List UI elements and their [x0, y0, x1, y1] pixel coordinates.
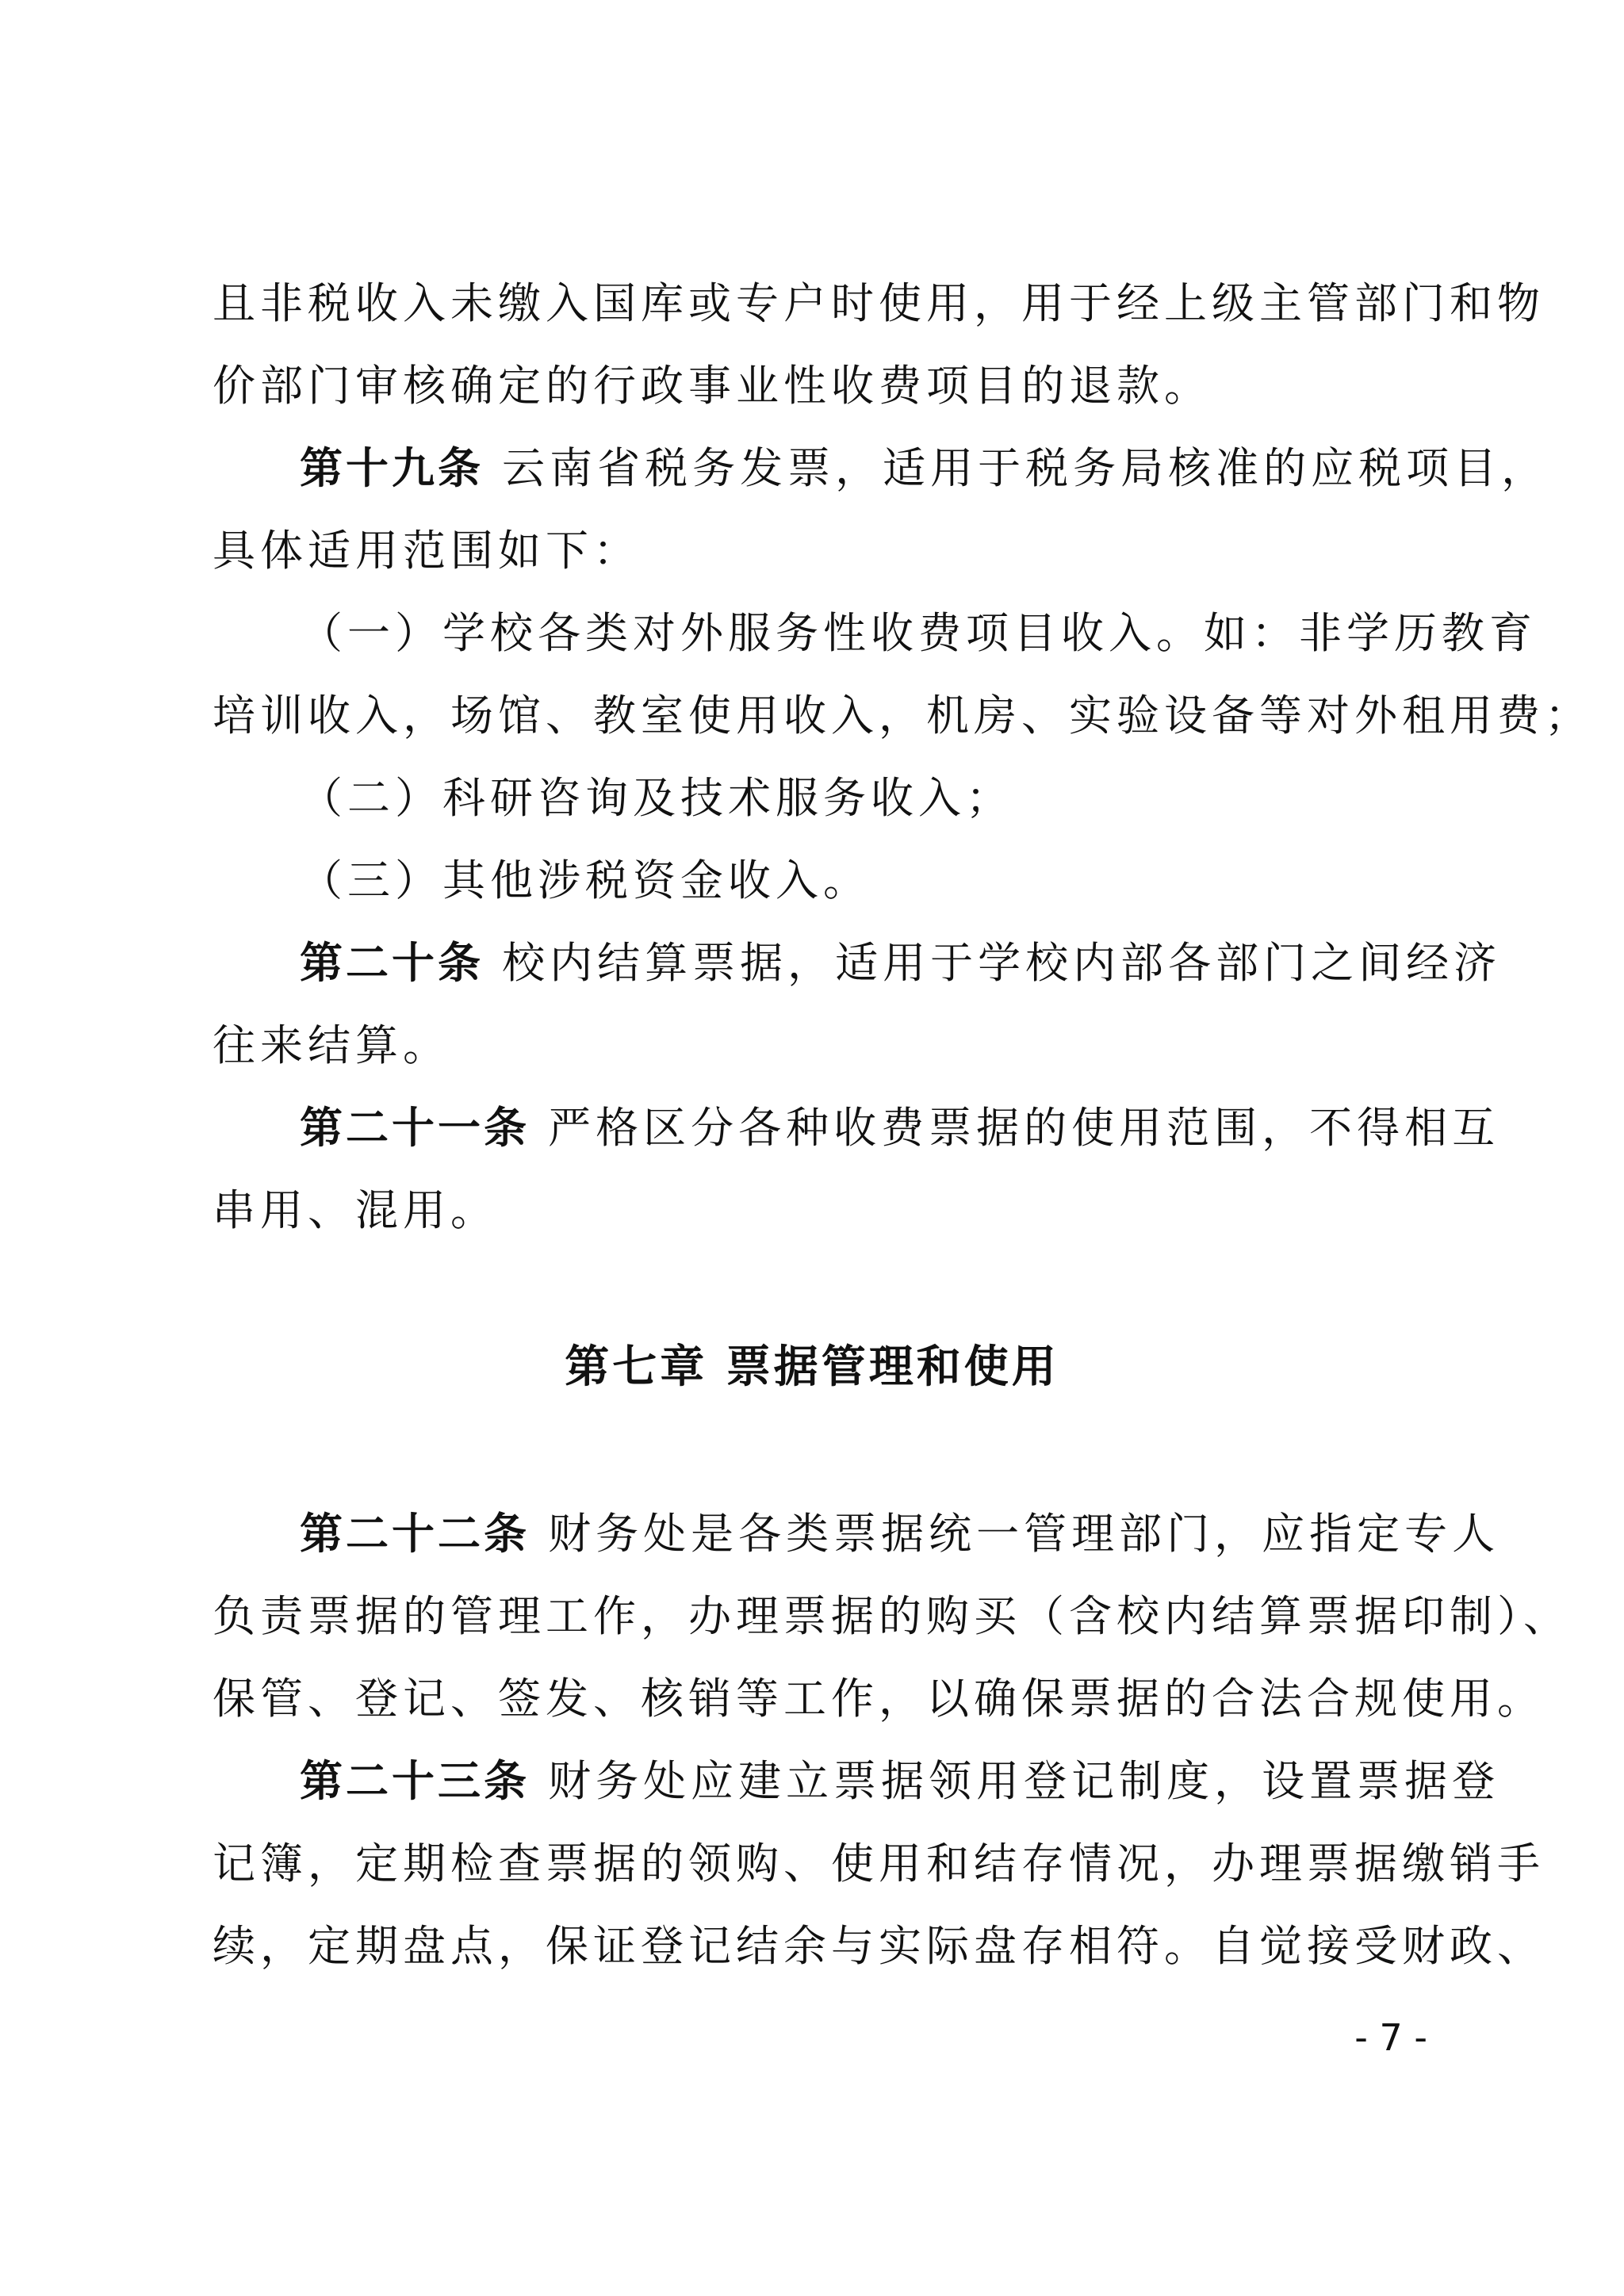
- paragraph-line: 续，定期盘点，保证登记结余与实际盘存相符。自觉接受财政、: [213, 1921, 1545, 1971]
- paragraph-line: 负责票据的管理工作，办理票据的购买（含校内结算票据印制）、: [213, 1591, 1571, 1641]
- article-20: [300, 936, 1502, 991]
- article-23: [300, 1754, 1500, 1809]
- article-text: 严格区分各种收费票据的使用范围，不得相互: [548, 1103, 1500, 1153]
- paragraph-line: 培训收入，场馆、教室使用收入，机房、实验设备等对外租用费；: [213, 691, 1592, 740]
- list-item: （三）其他涉税资金收入。: [300, 855, 871, 905]
- page-number: - 7 -: [1354, 2016, 1427, 2059]
- article-text: 校内结算票据，适用于学校内部各部门之间经济: [502, 938, 1502, 988]
- paragraph-line: 保管、登记、签发、核销等工作，以确保票据的合法合规使用。: [213, 1674, 1545, 1724]
- list-item: （一）学校各类对外服务性收费项目收入。如：非学历教育: [300, 608, 1537, 658]
- paragraph-line: 记簿，定期检查票据的领购、使用和结存情况，办理票据缴销手: [213, 1839, 1545, 1888]
- paragraph-line: 具体适用范围如下：: [213, 526, 641, 576]
- list-item: （二）科研咨询及技术服务收入；: [300, 773, 1013, 823]
- article-title: 第十九条: [300, 443, 484, 493]
- article-19: [300, 441, 1549, 496]
- article-22: [300, 1506, 1500, 1562]
- chapter-heading: 第七章 票据管理和使用: [565, 1341, 1059, 1393]
- article-title: 第二十二条: [300, 1509, 530, 1559]
- paragraph-line: 串用、混用。: [213, 1185, 498, 1235]
- article-title: 第二十条: [300, 938, 484, 988]
- paragraph-line: 价部门审核确定的行政事业性收费项目的退款。: [213, 361, 1212, 411]
- paragraph-line: 往来结算。: [213, 1020, 450, 1070]
- article-21: [300, 1100, 1500, 1156]
- article-text: 财务处应建立票据领用登记制度，设置票据登: [548, 1756, 1500, 1806]
- article-title: 第二十一条: [300, 1103, 530, 1153]
- article-text: 云南省税务发票，适用于税务局核准的应税项目，: [502, 443, 1549, 493]
- article-text: 财务处是各类票据统一管理部门，应指定专人: [548, 1509, 1500, 1559]
- paragraph-line: 且非税收入未缴入国库或专户时使用，用于经上级主管部门和物: [213, 278, 1545, 328]
- article-title: 第二十三条: [300, 1756, 530, 1806]
